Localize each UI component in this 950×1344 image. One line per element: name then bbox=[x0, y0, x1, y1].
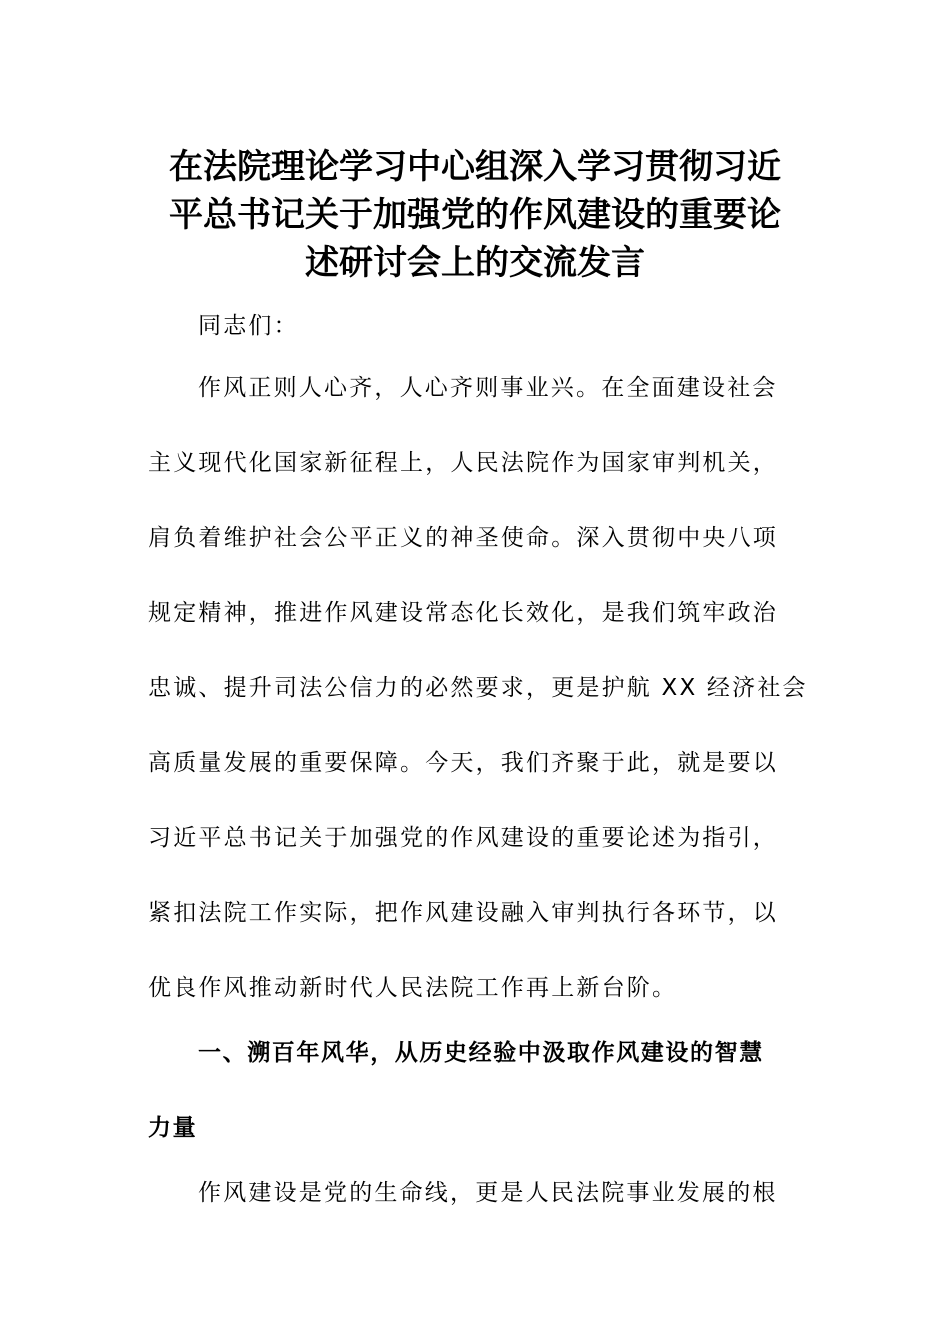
paragraph-line: 习近平总书记关于加强党的作风建设的重要论述为指引， bbox=[148, 825, 778, 851]
paragraph-line: 优良作风推动新时代人民法院工作再上新台阶。 bbox=[148, 975, 678, 1001]
heading-line: 力量 bbox=[148, 1115, 198, 1141]
paragraph-line: 肩负着维护社会公平正义的神圣使命。深入贯彻中央八项 bbox=[148, 525, 778, 551]
paragraph-intro bbox=[148, 351, 808, 1026]
paragraph-line: 作风正则人心齐，人心齐则事业兴。在全面建设社会 bbox=[198, 375, 778, 401]
document-title bbox=[148, 143, 802, 287]
paragraph-line: 忠诚、提升司法公信力的必然要求，更是护航 XX 经济社会 bbox=[148, 675, 808, 701]
paragraph-line: 作风建设是党的生命线，更是人民法院事业发展的根 bbox=[198, 1180, 778, 1206]
title-line: 述研讨会上的交流发言 bbox=[305, 243, 645, 283]
paragraph-section-1 bbox=[148, 1156, 802, 1231]
title-line: 在法院理论学习中心组深入学习贯彻习近 bbox=[169, 147, 781, 187]
heading-line: 一、溯百年风华，从历史经验中汲取作风建设的智慧 bbox=[198, 1040, 764, 1066]
salutation-text: 同志们： bbox=[198, 313, 299, 339]
section-heading-1 bbox=[148, 1016, 802, 1166]
paragraph-line: 紧扣法院工作实际，把作风建设融入审判执行各环节，以 bbox=[148, 900, 778, 926]
paragraph-line: 规定精神，推进作风建设常态化长效化，是我们筑牢政治 bbox=[148, 600, 778, 626]
title-line: 平总书记关于加强党的作风建设的重要论 bbox=[169, 195, 781, 235]
paragraph-line: 主义现代化国家新征程上，人民法院作为国家审判机关， bbox=[148, 450, 778, 476]
paragraph-line: 高质量发展的重要保障。今天，我们齐聚于此，就是要以 bbox=[148, 750, 778, 776]
